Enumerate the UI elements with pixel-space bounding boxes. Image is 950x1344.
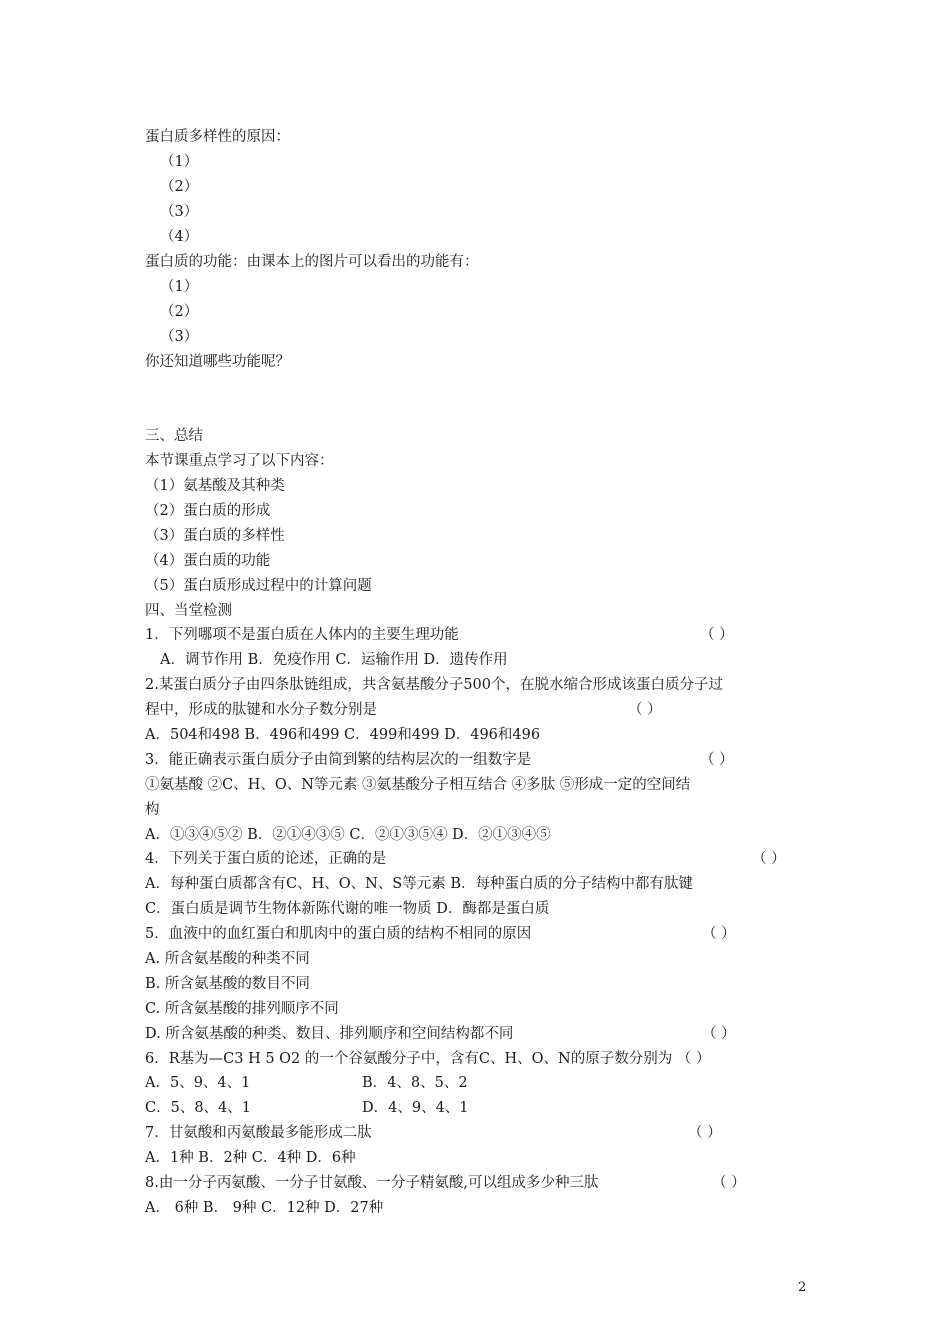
q8-options: A． 6种 B． 9种 C．12种 D．27种 xyxy=(145,1200,384,1216)
q8-bracket: （ ） xyxy=(712,1175,746,1191)
q6-stem: 6．R基为—C3 H 5 O2 的一个谷氨酸分子中，含有C、H、O、N的原子数分别为 （ ） xyxy=(145,1051,711,1067)
q3-bracket: （ ） xyxy=(700,752,734,768)
diversity-heading: 蛋白质多样性的原因： xyxy=(145,129,290,145)
summary-item: （5）蛋白质形成过程中的计算问题 xyxy=(145,578,372,594)
q2-stem: 2.某蛋白质分子由四条肽链组成，共含氨基酸分子500个，在脱水缩合形成该蛋白质分子过 xyxy=(145,677,724,693)
q5-option-a: A. 所含氨基酸的种类不同 xyxy=(145,951,310,967)
test-heading: 四、当堂检测 xyxy=(145,603,232,619)
function-question: 你还知道哪些功能呢？ xyxy=(145,354,290,370)
q4-options-ab: A．每种蛋白质都含有C、H、O、N、S等元素 B．每种蛋白质的分子结构中都有肽键 xyxy=(145,876,693,892)
q2-options: A．504和498 B．496和499 C．499和499 D．496和496 xyxy=(145,727,541,743)
summary-item: （1）氨基酸及其种类 xyxy=(145,478,285,494)
summary-intro: 本节课重点学习了以下内容： xyxy=(145,453,334,469)
q1-stem: 1．下列哪项不是蛋白质在人体内的主要生理功能 xyxy=(145,627,459,643)
q3-elements-cont: 构 xyxy=(145,802,160,818)
page-number: 2 xyxy=(798,1280,807,1295)
q7-options: A．1种 B．2种 C．4种 D．6种 xyxy=(145,1150,356,1166)
q6-option-c: C．5、8、4、1 xyxy=(145,1100,251,1116)
q4-stem: 4．下列关于蛋白质的论述，正确的是 xyxy=(145,851,387,867)
q6-option-d: D．4、9、4、1 xyxy=(362,1100,469,1116)
diversity-item: （4） xyxy=(160,229,199,245)
function-item: （3） xyxy=(160,329,199,345)
summary-heading: 三、总结 xyxy=(145,428,203,444)
q6-option-a: A．5、9、4、1 xyxy=(145,1075,251,1091)
q4-bracket: （ ） xyxy=(752,851,786,867)
summary-item: （2）蛋白质的形成 xyxy=(145,503,271,519)
q5-option-d: D. 所含氨基酸的种类、数目、排列顺序和空间结构都不同 xyxy=(145,1026,514,1042)
q1-options: A．调节作用 B．免疫作用 C．运输作用 D．遗传作用 xyxy=(160,652,508,668)
function-item: （1） xyxy=(160,279,199,295)
q2-bracket: （ ） xyxy=(628,702,662,718)
q1-bracket: （ ） xyxy=(700,627,734,643)
q3-stem: 3．能正确表示蛋白质分子由简到繁的结构层次的一组数字是 xyxy=(145,752,532,768)
q5-option-c: C. 所含氨基酸的排列顺序不同 xyxy=(145,1001,339,1017)
q5-d-bracket: （ ） xyxy=(702,1026,736,1042)
q5-bracket: （ ） xyxy=(702,926,736,942)
q3-elements: ①氨基酸 ②C、H、O、N等元素 ③氨基酸分子相互结合 ④多肽 ⑤形成一定的空间结 xyxy=(145,777,691,793)
q7-stem: 7．甘氨酸和丙氨酸最多能形成二肽 xyxy=(145,1125,372,1141)
summary-item: （3）蛋白质的多样性 xyxy=(145,528,285,544)
q6-option-b: B．4、8、5、2 xyxy=(362,1075,468,1091)
q4-options-cd: C．蛋白质是调节生物体新陈代谢的唯一物质 D．酶都是蛋白质 xyxy=(145,901,550,917)
q3-options: A．①③④⑤② B．②①④③⑤ C．②①③⑤④ D．②①③④⑤ xyxy=(145,827,551,843)
q5-stem: 5．血液中的血红蛋白和肌肉中的蛋白质的结构不相同的原因 xyxy=(145,926,532,942)
summary-item: （4）蛋白质的功能 xyxy=(145,553,271,569)
diversity-item: （2） xyxy=(160,179,199,195)
q7-bracket: （ ） xyxy=(688,1125,722,1141)
diversity-item: （3） xyxy=(160,204,199,220)
q2-stem-cont: 程中，形成的肽键和水分子数分别是 xyxy=(145,702,377,718)
function-item: （2） xyxy=(160,304,199,320)
q5-option-b: B. 所含氨基酸的数目不同 xyxy=(145,976,310,992)
q8-stem: 8.由一分子丙氨酸、一分子甘氨酸、一分子精氨酸,可以组成多少种三肽 xyxy=(145,1175,599,1191)
function-heading: 蛋白质的功能：由课本上的图片可以看出的功能有： xyxy=(145,254,479,270)
diversity-item: （1） xyxy=(160,154,199,170)
